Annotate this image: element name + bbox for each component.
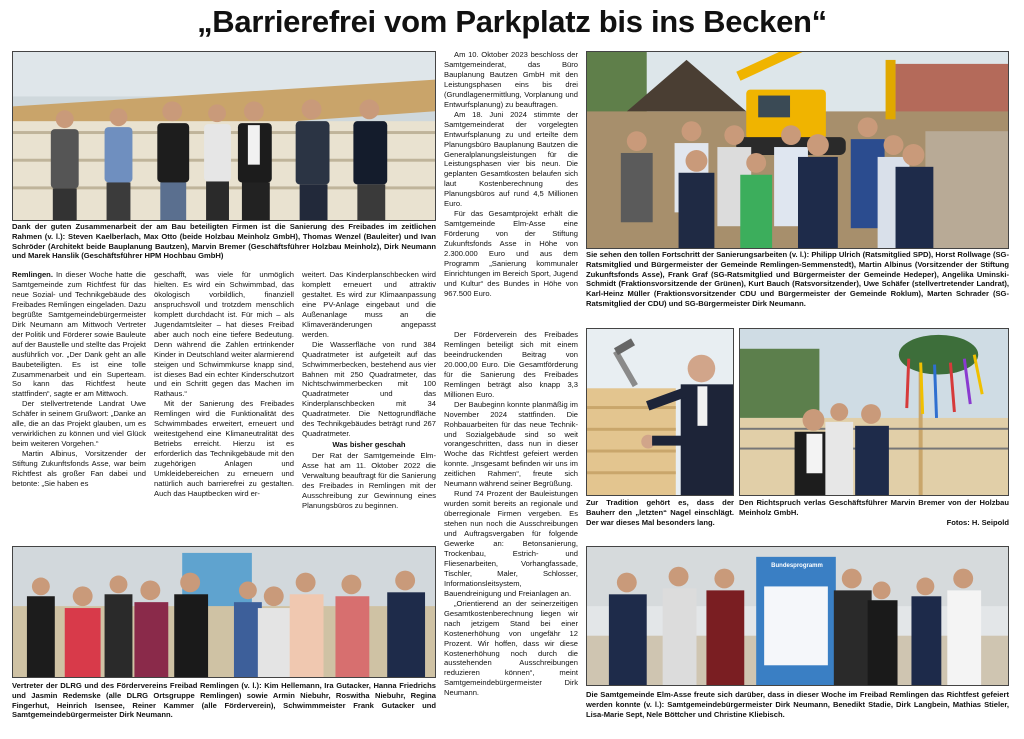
caption-excavator: Sie sehen den tollen Fortschritt der Sanierungsarbeiten (v. l.): Philipp Ulrich (Ratsmitglied SPD), Horst Rollwage (SG-Ratsmitglied und Bürgermeister der Gemeinde Remlingen-Semmenstedt), Martin Albinus (Vorsitzender der Stiftung Zukunftsfonds Asse), Frank Graf (SG-Ratsmitglied und Bürgermeister der Gemeinde Hedeper), Angelika Uminski-Schmidt (Fraktionsvorsitzende der Grünen), Kurt Bauch (Ratsvorsitzender), Uwe Schäfer (stellvertretender Landrat), Karl-Heinz Müller (Fraktionsvorsitzender CDU und Bürgermeister der Gemeinde Roklum), Marten Schrader (SG-Ratsmitglied der CDU) und SG-Bürgermeister Dirk Neumann. (586, 250, 1009, 308)
caption-wreath-block (739, 498, 1009, 538)
col4a-paragraph-2: Am 18. Juni 2024 stimmte der Samtgemeinderat der vorgelegten Entwurfsplanung zu und erteilte dem Planungsbüro Bauplanung Bautzen die Generalplanungsleistungen für die Leistungsphasen vier bis neun. Die geplanten Gesamtkosten belaufen sich laut Kostenberechnung des Planungsbüros auf rund 4,5 Millionen Euro. (444, 109, 578, 209)
photo-dlrg (12, 546, 436, 678)
col1-paragraph-2: Der stellvertretende Landrat Uwe Schäfer in seinem Grußwort: „Danke an alle, die an das Projekt glauben, um es verwirklichen zu können und viel Glück beim weiteren Vorgehen.“ (12, 399, 146, 449)
col2-paragraph-2: Mit der Sanierung des Freibades Remlingen wird die Funktionalität des Schwimmbades erweitert, erneuert und weitestgehend eine Klimaneutralität des Betriebs erreicht. Hierzu ist es erforderlich das Technikgebäude mit den zugehörigen Anlagen und Umkleidebereichen zu erneuern und natürlich auch barrierefrei zu gestalten. Auch das Hauptbecken wird er- (154, 399, 294, 498)
text-column-4-bottom (444, 330, 578, 722)
photo-excavator (586, 51, 1009, 249)
col3-paragraph-3: Der Rat der Samtgemeinde Elm-Asse hat am 11. Oktober 2022 die Verwaltung beauftragt für die Sanierung des Freibades in Remlingen mit der Ausschreibung zur Gewinnung eines Planungsbüros zu beginnen. (302, 451, 436, 510)
col2-paragraph-1: geschafft, was viele für unmöglich hielten. Es wird ein Schwimmbad, das ökologisch vorbildlich, finanziell anspruchsvoll und trotzdem menschlich komplett durchdacht ist. Für mich – als Jugendamtsleiter – hat dieses Freibad aber auch noch eine tiefere Bedeutung. Denn während die Zahlen ertrinkender Kinder in Deutschland weiter alarmierend steigen und Schwimmkurse knapp sind, ist dieses Bad ein echter Kinderschutzort und ein Schritt gegen das Machen im Rathaus.“ (154, 270, 294, 399)
photo-hammer-image (587, 329, 733, 495)
caption-dlrg: Vertreter der DLRG und des Fördervereins Freibad Remlingen (v. l.): Kim Hellemann, Ira Gutacker, Hanna Friedrichs und Jasmin Redemske (alle DLRG Ortsgruppe Remlingen) sowie Armin Niebuhr, Roswitha Niebuhr, Regina Fingerhut, Heinrich Isensee, Reiner Kammer (alle Förderverein), Schwimmmeister Frank Gutacker und Samtgemeindebürgermeister Dirk Neumann. (12, 681, 436, 720)
board-sign-label: Bundesprogramm (771, 563, 823, 569)
col4a-paragraph-3: Für das Gesamtprojekt erhält die Samtgemeinde Elm-Asse eine Förderung von der Stiftung Zukunftsfonds Asse in Höhe von 2.300.000 Euro und aus dem Programm „Sanierung kommunaler Einrichtungen im Bereich Sport, Jugend und Kultur“ des Bundes in Höhe von 967.500 Euro. (444, 209, 578, 298)
photo-hammer (586, 328, 734, 496)
text-column-3 (302, 270, 436, 542)
col3-paragraph-1: weitert. Das Kinderplanschbecken wird komplett erneuert und attraktiv gestaltet. Es wird zur Klimaanpassung eine PV-Anlage eingebaut und die Außenanlage muss an die Klimaveränderungen angepasst werden. (302, 270, 436, 339)
col4b-paragraph-1: Der Förderverein des Freibades Remlingen beteiligt sich mit einem beeindruckenden Beitrag von 20.000,00 Euro. Die Gesamtförderung für die Sanierung des Freibades Remlingen beträgt also knapp 3,3 Millionen Euro. (444, 330, 578, 399)
photo-excavator-image (587, 52, 1008, 248)
col4b-paragraph-4: „Orientierend an der seinerzeitigen Gesamtkostenberechnung liegen wir nach jetzigem Stand bei einer Kostenerhöhung von ungefähr 12 Prozent. Wir hoffen, dass wir diese Kostenerhöhung noch durch die ausstehenden Ausschreibungen reduzieren können“, meint Samtgemeindebürgermeister Dirk Neumann. (444, 598, 578, 698)
photo-workers-image (13, 52, 435, 220)
col4b-paragraph-3: Rund 74 Prozent der Bauleistungen wurden somit bereits an regionale und überregionale Firmen vergeben. Es stehen nun noch die Ausschreibungen und Auftragsvergaben für folgende Gewerke an: Betonsanierung, Trockenbau, Estrich- und Fliesenarbeiten, Vorhangfassade, Tischler, Maler, Schlosser, Informationsleitsystem, Bauendreinigung und Freianlagen an. (444, 489, 578, 598)
dateline: Remlingen. (12, 270, 53, 279)
photo-board (586, 546, 1009, 686)
photo-dlrg-image (13, 547, 435, 677)
text-column-2 (154, 270, 294, 542)
subheading-history: Was bisher geschah (332, 440, 406, 450)
photo-wreath (739, 328, 1009, 496)
article-headline: „Barrierefrei vom Parkplatz bis ins Becken“ (197, 4, 827, 39)
col1-paragraph-1: In dieser Woche hatte die Samtgemeinde zum Richtfest für das neue Sozial- und Technikgebäude des Freibades Remlingen eingeladen. Dazu begrüßte Samtgemeindebürgermeister Dirk Neumann am Mittwoch Vertreter der Politik und Förderer sowie Bauleute auf der Baustelle und stellte das Projekt ausführlich vor. „Der Dank geht an alle Baubeteiligten. Es ist eine tolle Zusammenarbeit und ein Superteam. So kann das Richtfest heute stattfinden“, sagte er am Mittwoch. (12, 270, 146, 399)
col4a-paragraph-1: Am 10. Oktober 2023 beschloss der Samtgemeinderat, das Büro Bauplanung Bautzen GmbH mit den Leistungsphasen eins bis drei (Grundlagenermittlung, Vorplanung und Entwurfsplanung) zu beauftragen. (444, 50, 578, 109)
col4b-paragraph-2: Der Baubeginn konnte planmäßig im November 2024 stattfinden. Die Rohbauarbeiten für das neue Technik- und Sozialgebäude sind so weit vorangeschritten, dass nun in dieser Woche das Richtfest gefeiert werden konnte. „Insgesamt befinden wir uns im zeitlichen Rahmen“, freute sich Neumann während seiner Begrüßung. (444, 399, 578, 489)
photo-wreath-image (740, 329, 1008, 495)
col3-paragraph-2: Die Wasserfläche von rund 384 Quadratmeter ist aufgeteilt auf das Schwimmerbecken, bestehend aus vier Bahnen mit 250 Quadratmeter, das Nichtschwimmerbecken mit 100 Quadratmeter und das Kinderplanschbecken mit 34 Quadratmeter. Die Nettogrundfläche des Technikgebäudes beträgt rund 267 Quadratmeter. (302, 339, 436, 439)
caption-wreath: Den Richtspruch verlas Geschäftsführer Marvin Bremer von der Holzbau Meinholz GmbH. (739, 498, 1009, 517)
caption-workers: Dank der guten Zusammenarbeit der am Bau beteiligten Firmen ist die Sanierung des Freibades im zeitlichen Rahmen (v. l.): Steven Kaelberlach, Max Otto (beide Holzbau Meinholz GmbH), Thomas Wenzel (Bauleiter) und Ivan Schröder (Architekt beide Bauplanung Bautzen), Marvin Bremer (Geschäftsführer Holzbau Meinholz), Dirk Neumann und Marek Hanslik (Geschäftsführer HPM Hochbau GmbH) (12, 222, 436, 261)
caption-hammer: Zur Tradition gehört es, dass der Bauherr den „letzten“ Nagel einschlägt. Der war dieses Mal besonders lang. (586, 498, 734, 527)
photo-workers (12, 51, 436, 221)
text-column-4-top (444, 50, 578, 322)
text-column-1 (12, 270, 146, 542)
caption-board: Die Samtgemeinde Elm-Asse freute sich darüber, dass in dieser Woche im Freibad Remlingen das Richtfest gefeiert werden konnte (v. l.): Samtgemeindebürgermeister Dirk Neumann, Benedikt Stadie, Dirk Langbein, Mathias Stieler, Lisa-Marie Sept, Nele Böttcher und Christine Kliebisch. (586, 690, 1009, 719)
photo-credit: Fotos: H. Seipold (946, 517, 1009, 527)
col1-paragraph-3: Martin Albinus, Vorsitzender der Stiftung Zukunftsfonds Asse, war beim Richtfest als großer Fan dabei und betonte: „Sie haben es (12, 449, 146, 489)
